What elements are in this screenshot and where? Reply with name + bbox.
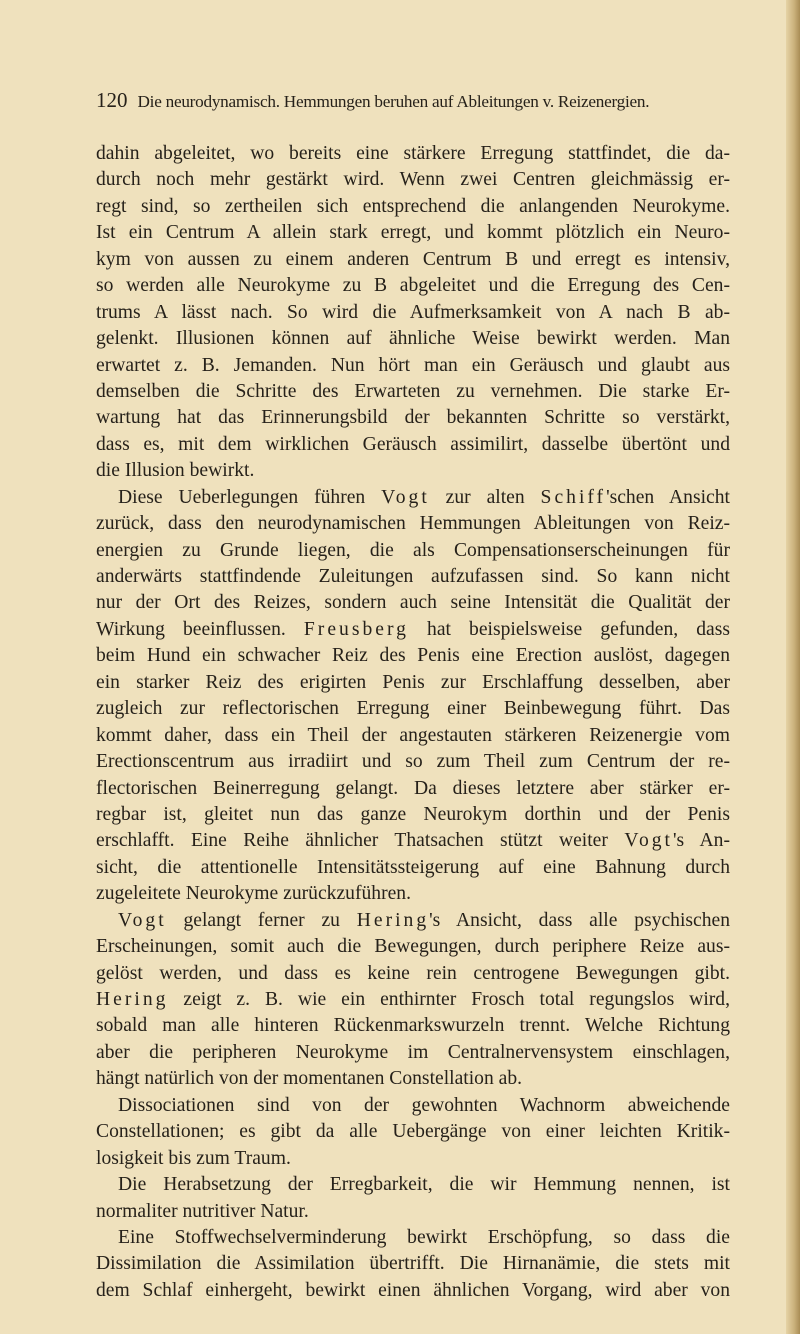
text-line bbox=[96, 590, 730, 616]
text-segment: dahin abgeleitet, wo bereits eine stärkere Erregung stattfindet, die da- bbox=[96, 143, 730, 164]
text-segment: Dissociationen sind von der gewohnten Wachnorm abweichende bbox=[118, 1094, 730, 1116]
text-line bbox=[96, 405, 730, 431]
text-line bbox=[96, 1119, 730, 1145]
text-line bbox=[96, 1199, 730, 1225]
text-line bbox=[96, 485, 730, 511]
text-line bbox=[96, 141, 730, 167]
emphasized-name: Vogt bbox=[381, 486, 430, 508]
text-line bbox=[96, 1225, 730, 1251]
emphasized-name: Vogt bbox=[624, 830, 674, 852]
text-segment: Constellationen; es gibt da alle Uebergänge von einer leichten Kritik- bbox=[96, 1121, 730, 1143]
text-segment: nur der Ort des Reizes, sondern auch seine Intensität die Qualität der bbox=[96, 592, 730, 614]
text-segment: Diese Ueberlegungen führen bbox=[118, 486, 382, 508]
text-segment: zurück, dass den neurodynamischen Hemmungen Ableitungen von Reiz- bbox=[96, 513, 730, 535]
text-segment: dem Schlaf einhergeht, bewirkt einen ähnlichen Vorgang, wird aber von bbox=[96, 1279, 730, 1301]
text-segment: Wirkung beeinflussen. bbox=[96, 618, 304, 640]
running-header bbox=[96, 88, 736, 113]
text-segment: gelöst werden, und dass es keine rein centrogene Bewegungen gibt. bbox=[96, 962, 730, 984]
text-segment: gelangt ferner zu bbox=[166, 909, 357, 931]
text-segment: 'schen Ansicht bbox=[606, 486, 730, 508]
text-segment: die Illusion bewirkt. bbox=[96, 460, 255, 482]
body-text bbox=[96, 141, 730, 1304]
text-segment: Erscheinungen, somit auch die Bewegungen, durch periphere Reize aus- bbox=[96, 936, 730, 958]
text-segment: Dissimilation die Assimilation übertrifft. Die Hirnanämie, die stets mit bbox=[96, 1253, 730, 1275]
text-segment: zeigt z. B. wie ein enthirnter Frosch total regungslos wird, bbox=[168, 989, 730, 1010]
text-segment: zugleich zur reflectorischen Erregung einer Beinbewegung führt. Das bbox=[96, 698, 730, 720]
text-line bbox=[96, 802, 730, 828]
text-line bbox=[96, 987, 730, 1013]
text-line bbox=[96, 828, 730, 854]
text-line bbox=[96, 1013, 730, 1039]
text-line bbox=[96, 1172, 730, 1198]
emphasized-name: Hering bbox=[356, 909, 430, 931]
text-line bbox=[96, 934, 730, 960]
text-line bbox=[96, 1093, 730, 1119]
text-segment: sobald man alle hinteren Rückenmarkswurzeln trennt. Welche Richtung bbox=[96, 1015, 730, 1037]
text-segment: 's Ansicht, dass alle psychischen bbox=[429, 909, 730, 931]
text-line bbox=[96, 961, 730, 987]
text-segment: so werden alle Neurokyme zu B abgeleitet und die Erregung des Cen- bbox=[96, 275, 730, 297]
running-title: Die neurodynamisch. Hemmungen beruhen auf Ableitungen v. Reizenergien. bbox=[137, 92, 650, 111]
text-segment: gelenkt. Illusionen können auf ähnliche Weise bewirkt werden. Man bbox=[96, 328, 730, 350]
text-segment: energien zu Grunde liegen, die als Compensationserscheinungen für bbox=[96, 539, 730, 561]
text-segment: erschlafft. Eine Reihe ähnlicher Thatsachen stützt weiter bbox=[96, 830, 625, 852]
text-segment: losigkeit bis zum Traum. bbox=[96, 1147, 291, 1169]
text-segment: durch noch mehr gestärkt wird. Wenn zwei Centren gleichmässig er- bbox=[96, 169, 730, 191]
text-segment: kym von aussen zu einem anderen Centrum B und erregt es intensiv, bbox=[96, 248, 730, 270]
text-line bbox=[96, 749, 730, 775]
text-line bbox=[96, 220, 730, 246]
text-segment: zur alten bbox=[429, 486, 541, 508]
text-segment: Erectionscentrum aus irradiirt und so zum Theil zum Centrum der re- bbox=[96, 751, 730, 773]
book-page-edge bbox=[786, 0, 800, 1334]
page-number: 120 bbox=[96, 88, 128, 112]
text-segment: Ist ein Centrum A allein stark erregt, und kommt plötzlich ein Neuro- bbox=[96, 222, 730, 244]
text-segment: anderwärts stattfindende Zuleitungen aufzufassen sind. So kann nicht bbox=[96, 566, 730, 587]
text-line bbox=[96, 617, 730, 643]
text-segment: regbar ist, gleitet nun das ganze Neurokym dorthin und der Penis bbox=[96, 803, 730, 825]
text-segment: hängt natürlich von der momentanen Constellation ab. bbox=[96, 1068, 523, 1090]
text-segment: hat beispielsweise gefunden, dass bbox=[408, 618, 730, 640]
text-line bbox=[96, 776, 730, 802]
text-segment: normaliter nutritiver Natur. bbox=[96, 1200, 309, 1222]
text-segment: flectorischen Beinerregung gelangt. Da dieses letztere aber stärker er- bbox=[96, 777, 730, 799]
text-line bbox=[96, 1278, 730, 1304]
text-line bbox=[96, 908, 730, 934]
text-line bbox=[96, 379, 730, 405]
text-segment: beim Hund ein schwacher Reiz des Penis eine Erection auslöst, dagegen bbox=[96, 645, 730, 667]
text-line bbox=[96, 723, 730, 749]
text-segment: Die Herabsetzung der Erregbarkeit, die wir Hemmung nennen, ist bbox=[118, 1174, 730, 1196]
text-segment: sicht, die attentionelle Intensitätssteigerung auf eine Bahnung durch bbox=[96, 856, 730, 878]
text-line bbox=[96, 326, 730, 352]
text-line bbox=[96, 855, 730, 881]
text-segment: zugeleitete Neurokyme zurückzuführen. bbox=[96, 883, 411, 905]
text-line bbox=[96, 458, 730, 484]
text-line bbox=[96, 247, 730, 273]
text-segment: ein starker Reiz des erigirten Penis zur Erschlaffung desselben, aber bbox=[96, 671, 730, 693]
text-line bbox=[96, 167, 730, 193]
text-line bbox=[96, 1146, 730, 1172]
text-line bbox=[96, 1066, 730, 1092]
emphasized-name: Schiff bbox=[540, 486, 607, 508]
text-line bbox=[96, 511, 730, 537]
text-line bbox=[96, 300, 730, 326]
text-line bbox=[96, 564, 730, 590]
text-line bbox=[96, 432, 730, 458]
text-segment: demselben die Schritte des Erwarteten zu vernehmen. Die starke Er- bbox=[96, 380, 730, 402]
text-segment: Eine Stoffwechselverminderung bewirkt Erschöpfung, so dass die bbox=[118, 1226, 730, 1248]
text-line bbox=[96, 1251, 730, 1277]
text-line bbox=[96, 353, 730, 379]
text-line bbox=[96, 670, 730, 696]
text-segment: kommt daher, dass ein Theil der angestauten stärkeren Reizenergie vom bbox=[96, 724, 730, 746]
emphasized-name: Vogt bbox=[118, 909, 167, 931]
text-segment: trums A lässt nach. So wird die Aufmerksamkeit von A nach B ab- bbox=[96, 301, 730, 323]
text-segment: erwartet z. B. Jemanden. Nun hört man ein Geräusch und glaubt aus bbox=[96, 354, 730, 376]
text-line bbox=[96, 643, 730, 669]
text-line bbox=[96, 881, 730, 907]
text-line bbox=[96, 538, 730, 564]
emphasized-name: Freusberg bbox=[303, 618, 409, 640]
text-segment: regt sind, so zertheilen sich entsprechend die anlangenden Neurokyme. bbox=[96, 195, 730, 217]
text-segment: wartung hat das Erinnerungsbild der bekannten Schritte so verstärkt, bbox=[96, 407, 730, 429]
text-line bbox=[96, 273, 730, 299]
text-line bbox=[96, 696, 730, 722]
emphasized-name: Hering bbox=[96, 989, 169, 1010]
text-line bbox=[96, 194, 730, 220]
text-segment: dass es, mit dem wirklichen Geräusch assimilirt, dasselbe übertönt und bbox=[96, 433, 730, 455]
text-line bbox=[96, 1040, 730, 1066]
text-segment: aber die peripheren Neurokyme im Centralnervensystem einschlagen, bbox=[96, 1041, 730, 1063]
text-segment: 's An- bbox=[673, 830, 730, 852]
